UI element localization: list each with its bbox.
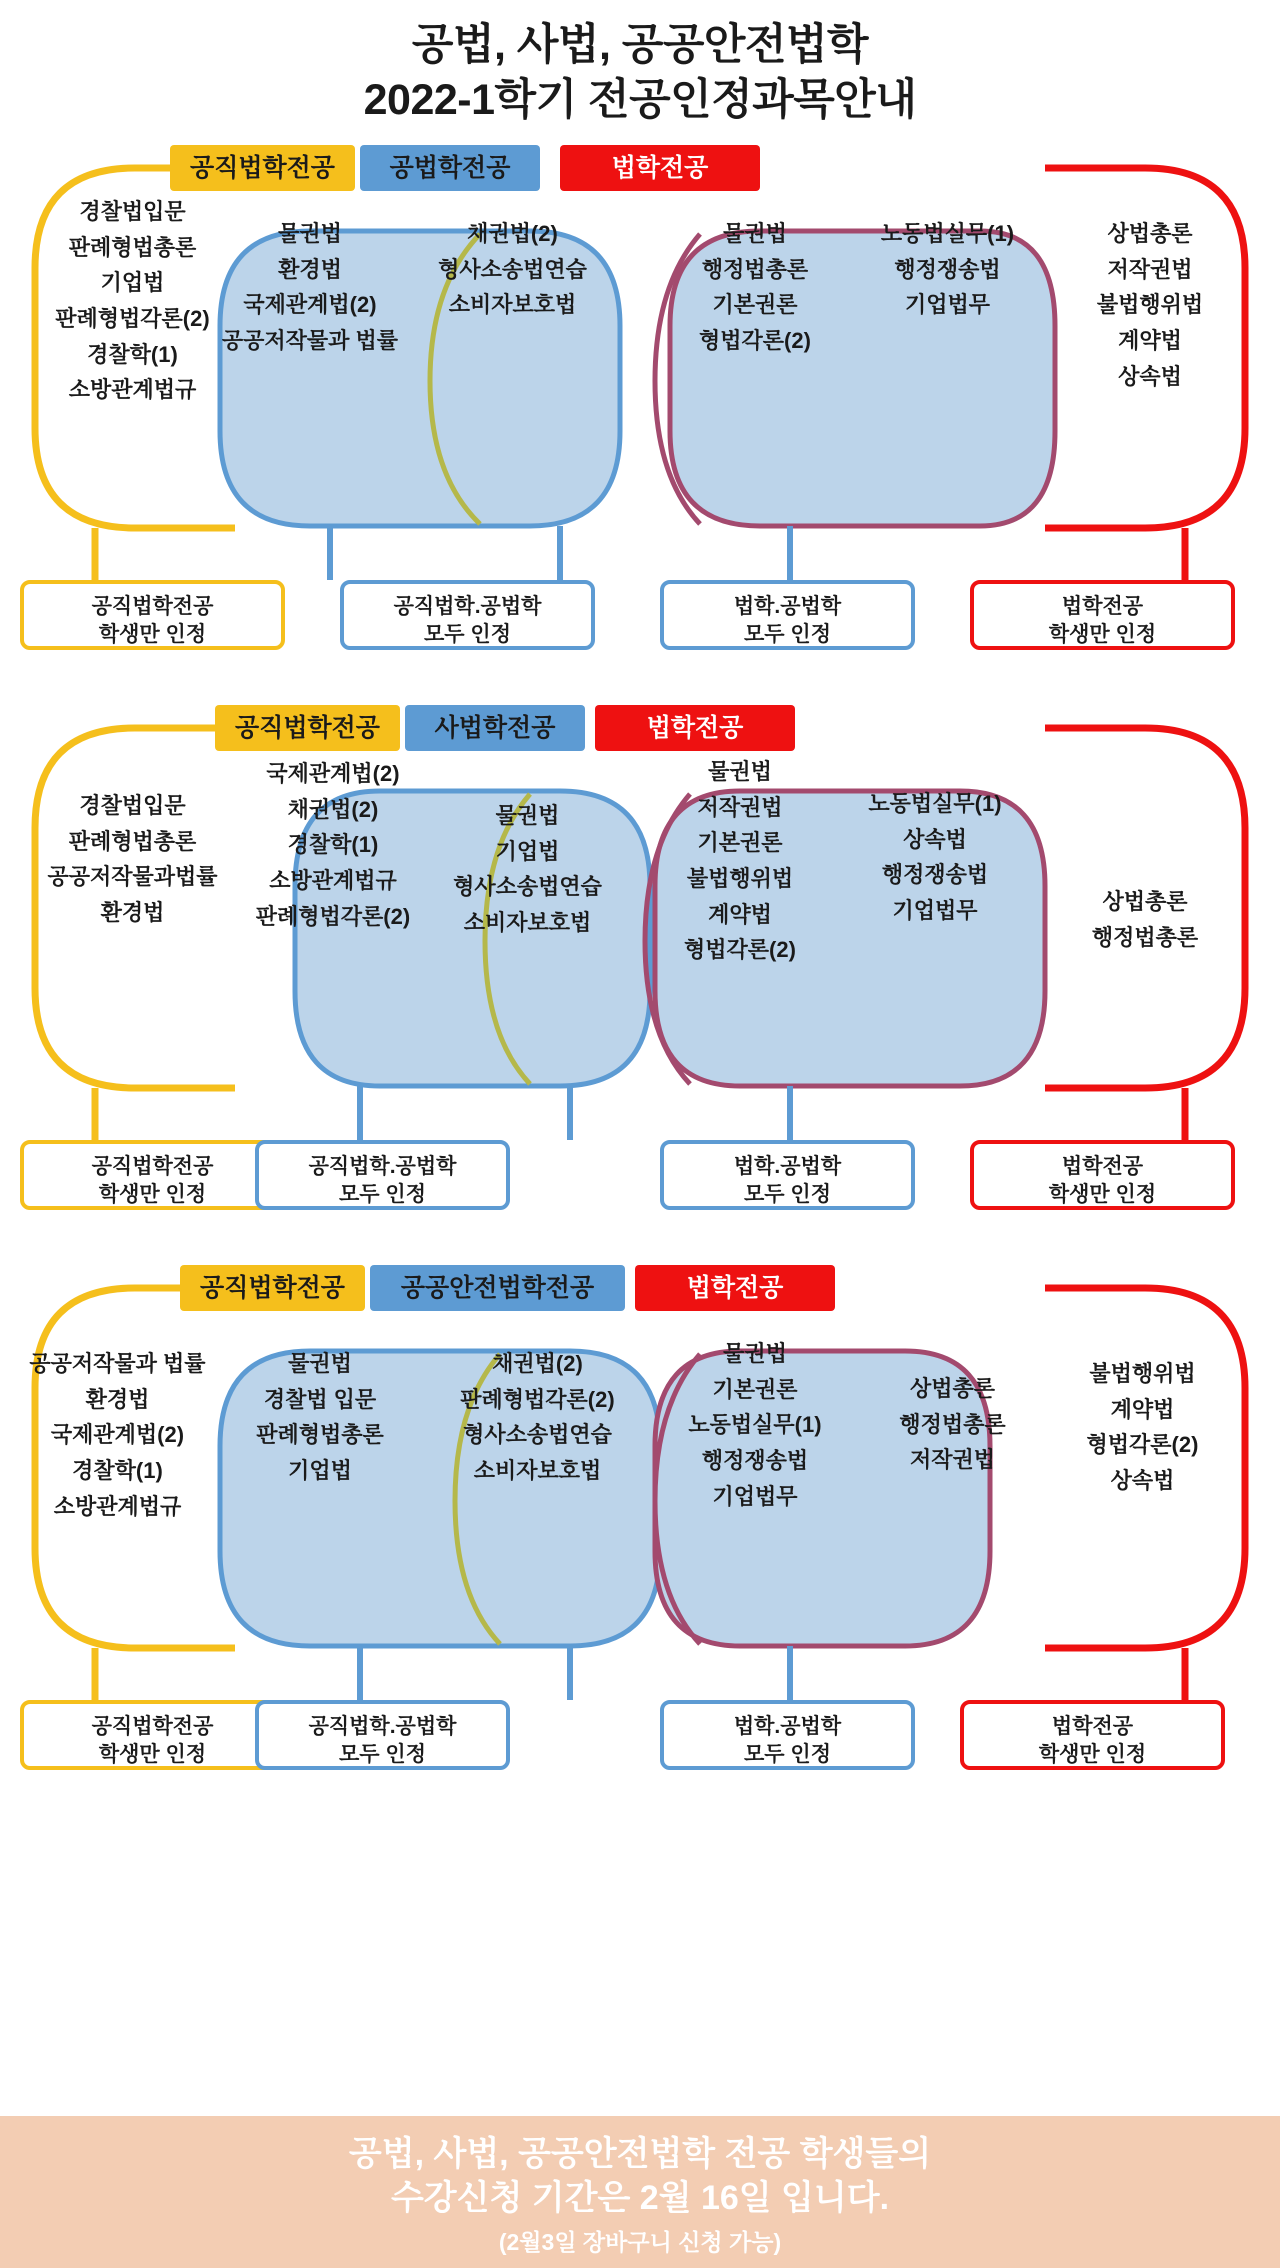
- section-3-right-inner-courses: [655, 1336, 855, 1514]
- course-item: 공공저작물과 법률: [221, 327, 399, 353]
- legend-line: 공직법학전공: [91, 595, 214, 619]
- section-1-right-only-courses: [1055, 216, 1245, 394]
- course-item: 상법총론: [909, 1376, 995, 1402]
- section-3-center-right-courses: [425, 1346, 650, 1489]
- section-3-header-left: 공직법학전공: [180, 1265, 365, 1311]
- footer-line-2: 수강신청 기간은 2월 16일 입니다.: [390, 2179, 890, 2218]
- course-item: 경찰법 입문: [263, 1386, 377, 1412]
- section-1-header-left: 공직법학전공: [170, 145, 355, 191]
- course-item: 판례형법각론(2): [55, 305, 210, 331]
- course-item: 행정쟁송법: [881, 862, 989, 888]
- course-item: 국제관계법(2): [50, 1422, 185, 1448]
- section-1-legend-3: [660, 580, 915, 650]
- course-item: 환경법: [100, 899, 165, 925]
- course-item: 환경법: [278, 256, 342, 282]
- course-item: 기업법무: [892, 897, 978, 923]
- footer-banner: [0, 2116, 1280, 2268]
- legend-line: 법학.공법학: [733, 1715, 842, 1739]
- course-item: 물권법: [288, 1351, 352, 1377]
- section-1-left-only-courses: [40, 194, 225, 408]
- section-2-header-right: 법학전공: [595, 705, 795, 751]
- legend-line: 공직법학.공법학: [393, 595, 542, 619]
- course-item: 행정쟁송법: [894, 256, 1001, 282]
- course-item: 기업법무: [904, 292, 990, 318]
- course-item: 경찰학(1): [287, 832, 379, 858]
- legend-line: 모두 인정: [744, 623, 831, 647]
- course-item: 상속법: [1110, 1467, 1175, 1493]
- course-item: 저작권법: [909, 1447, 995, 1473]
- section-2-right-inner-right-courses: [830, 786, 1040, 929]
- course-item: 판례형법총론: [256, 1422, 384, 1448]
- section-2-header-left: 공직법학전공: [215, 705, 400, 751]
- section-2-legend-3: [660, 1140, 915, 1210]
- section-3-right-mid-courses: [855, 1371, 1050, 1478]
- section-3-center-left-courses: [215, 1346, 425, 1489]
- course-item: 계약법: [1118, 327, 1182, 353]
- legend-line: 법학전공: [1051, 1715, 1134, 1739]
- course-item: 국제관계법(2): [266, 761, 400, 787]
- legend-line: 모두 인정: [744, 1183, 831, 1207]
- course-item: 행정법총론: [1091, 924, 1199, 950]
- course-item: 경찰법입문: [79, 199, 186, 225]
- section-3-legend-2: [255, 1700, 510, 1770]
- section-3-left-only-courses: [10, 1346, 225, 1524]
- section-1-legend-4: [970, 580, 1235, 650]
- section-1-legend-1: [20, 580, 285, 650]
- course-item: 소비자보호법: [448, 292, 577, 318]
- section-2-left-col-b-courses: [228, 756, 438, 934]
- course-item: 기업법: [100, 270, 165, 296]
- course-item: 형법각론(2): [1086, 1432, 1199, 1458]
- course-item: 소비자보호법: [473, 1457, 602, 1483]
- course-item: 판례형법총론: [68, 234, 197, 260]
- section-1-header-right: 법학전공: [560, 145, 760, 191]
- legend-line: 학생만 인정: [1048, 1183, 1157, 1207]
- course-item: 물권법: [723, 221, 787, 247]
- diagram-section-3: [0, 1256, 1280, 1816]
- course-item: 기업법무: [712, 1483, 798, 1509]
- section-1-right-inner-left-courses: [665, 216, 845, 359]
- course-item: 경찰법입문: [79, 793, 186, 819]
- course-item: 판례형법각론(2): [255, 903, 411, 929]
- section-2-header-center: 사법학전공: [405, 705, 585, 751]
- diagram-section-1: [0, 136, 1280, 696]
- course-item: 소방관계법규: [68, 377, 197, 403]
- section-2-right-inner-left-courses: [650, 754, 830, 968]
- course-item: 상속법: [903, 826, 967, 852]
- course-item: 공공저작물과법률: [47, 864, 218, 890]
- course-item: 물권법: [723, 1341, 787, 1367]
- course-item: 상법총론: [1107, 221, 1193, 247]
- legend-line: 모두 인정: [744, 1743, 831, 1767]
- legend-line: 학생만 인정: [1038, 1743, 1147, 1767]
- legend-line: 공직법학전공: [91, 1155, 214, 1179]
- course-item: 행정법총론: [701, 256, 809, 282]
- course-item: 계약법: [708, 901, 772, 927]
- course-item: 형법각론(2): [684, 937, 796, 963]
- course-item: 노동법실무(1): [688, 1412, 822, 1438]
- course-item: 행정쟁송법: [701, 1447, 809, 1473]
- course-item: 소방관계법규: [53, 1493, 182, 1519]
- legend-line: 학생만 인정: [98, 1743, 207, 1767]
- course-item: 기본권론: [712, 292, 798, 318]
- course-item: 환경법: [85, 1386, 150, 1412]
- legend-line: 공직법학.공법학: [308, 1155, 457, 1179]
- title-line-2: 2022-1학기 전공인정과목안내: [363, 76, 917, 125]
- section-1-legend-2: [340, 580, 595, 650]
- section-2-legend-2: [255, 1140, 510, 1210]
- course-item: 형사소송법연습: [453, 874, 602, 900]
- course-item: 경찰학(1): [72, 1457, 163, 1483]
- section-3-right-only-courses: [1045, 1356, 1240, 1499]
- course-item: 채권법(2): [287, 796, 379, 822]
- course-item: 불법행위법: [1096, 292, 1204, 318]
- course-item: 노동법실무(1): [868, 791, 1002, 817]
- course-item: 저작권법: [697, 794, 783, 820]
- course-item: 판례형법각론(2): [460, 1386, 615, 1412]
- section-2-center-courses: [420, 798, 635, 941]
- section-3-legend-3: [660, 1700, 915, 1770]
- section-1-center-left-courses: [215, 216, 405, 359]
- course-item: 형사소송법연습: [438, 256, 587, 282]
- course-item: 행정법총론: [899, 1411, 1006, 1437]
- section-2-left-col-a-courses: [25, 788, 240, 931]
- legend-line: 공직법학.공법학: [308, 1715, 457, 1739]
- course-item: 판례형법총론: [68, 828, 197, 854]
- course-item: 계약법: [1110, 1396, 1175, 1422]
- diagram-section-2: [0, 696, 1280, 1256]
- footer-line-1: 공법, 사법, 공공안전법학 전공 학생들의: [348, 2135, 932, 2173]
- footer-line-3: (2월3일 장바구니 신청 가능): [498, 2229, 782, 2256]
- course-item: 기본권론: [697, 830, 783, 856]
- course-item: 불법행위법: [1089, 1361, 1196, 1387]
- course-item: 소방관계법규: [269, 867, 397, 893]
- section-1-center-right-courses: [405, 216, 620, 323]
- section-2-legend-1: [20, 1140, 285, 1210]
- course-item: 소비자보호법: [463, 909, 592, 935]
- section-3-legend-4: [960, 1700, 1225, 1770]
- section-1-header-center: 공법학전공: [360, 145, 540, 191]
- course-item: 물권법: [495, 803, 560, 829]
- course-item: 불법행위법: [686, 865, 794, 891]
- section-2-right-only-courses: [1050, 884, 1240, 955]
- course-item: 형사소송법연습: [463, 1422, 612, 1448]
- course-item: 저작권법: [1107, 256, 1193, 282]
- course-item: 채권법(2): [492, 1351, 583, 1377]
- legend-line: 학생만 인정: [98, 1183, 207, 1207]
- legend-line: 학생만 인정: [98, 623, 207, 647]
- course-item: 기본권론: [712, 1376, 798, 1402]
- legend-line: 법학전공: [1061, 1155, 1144, 1179]
- legend-line: 모두 인정: [339, 1183, 426, 1207]
- page-title: [0, 0, 1280, 128]
- course-item: 경찰학(1): [87, 341, 178, 367]
- legend-line: 학생만 인정: [1048, 623, 1157, 647]
- legend-line: 법학.공법학: [733, 595, 842, 619]
- section-1-right-inner-right-courses: [845, 216, 1050, 323]
- legend-line: 법학전공: [1061, 595, 1144, 619]
- section-2-legend-4: [970, 1140, 1235, 1210]
- course-item: 상속법: [1118, 363, 1182, 389]
- course-item: 기업법: [495, 838, 560, 864]
- legend-line: 법학.공법학: [733, 1155, 842, 1179]
- section-3-header-center: 공공안전법학전공: [370, 1265, 625, 1311]
- legend-line: 모두 인정: [339, 1743, 426, 1767]
- course-item: 채권법(2): [467, 221, 558, 247]
- title-line-1: 공법, 사법, 공공안전법학: [411, 21, 869, 69]
- course-item: 물권법: [708, 759, 772, 785]
- section-3-header-right: 법학전공: [635, 1265, 835, 1311]
- course-item: 공공저작물과 법률: [29, 1351, 206, 1377]
- course-item: 기업법: [288, 1457, 352, 1483]
- course-item: 노동법실무(1): [880, 221, 1015, 247]
- course-item: 상법총론: [1102, 889, 1188, 915]
- course-item: 국제관계법(2): [243, 292, 377, 318]
- course-item: 물권법: [278, 221, 342, 247]
- section-3-legend-1: [20, 1700, 285, 1770]
- legend-line: 공직법학전공: [91, 1715, 214, 1739]
- course-item: 형법각론(2): [699, 327, 811, 353]
- legend-line: 모두 인정: [424, 623, 511, 647]
